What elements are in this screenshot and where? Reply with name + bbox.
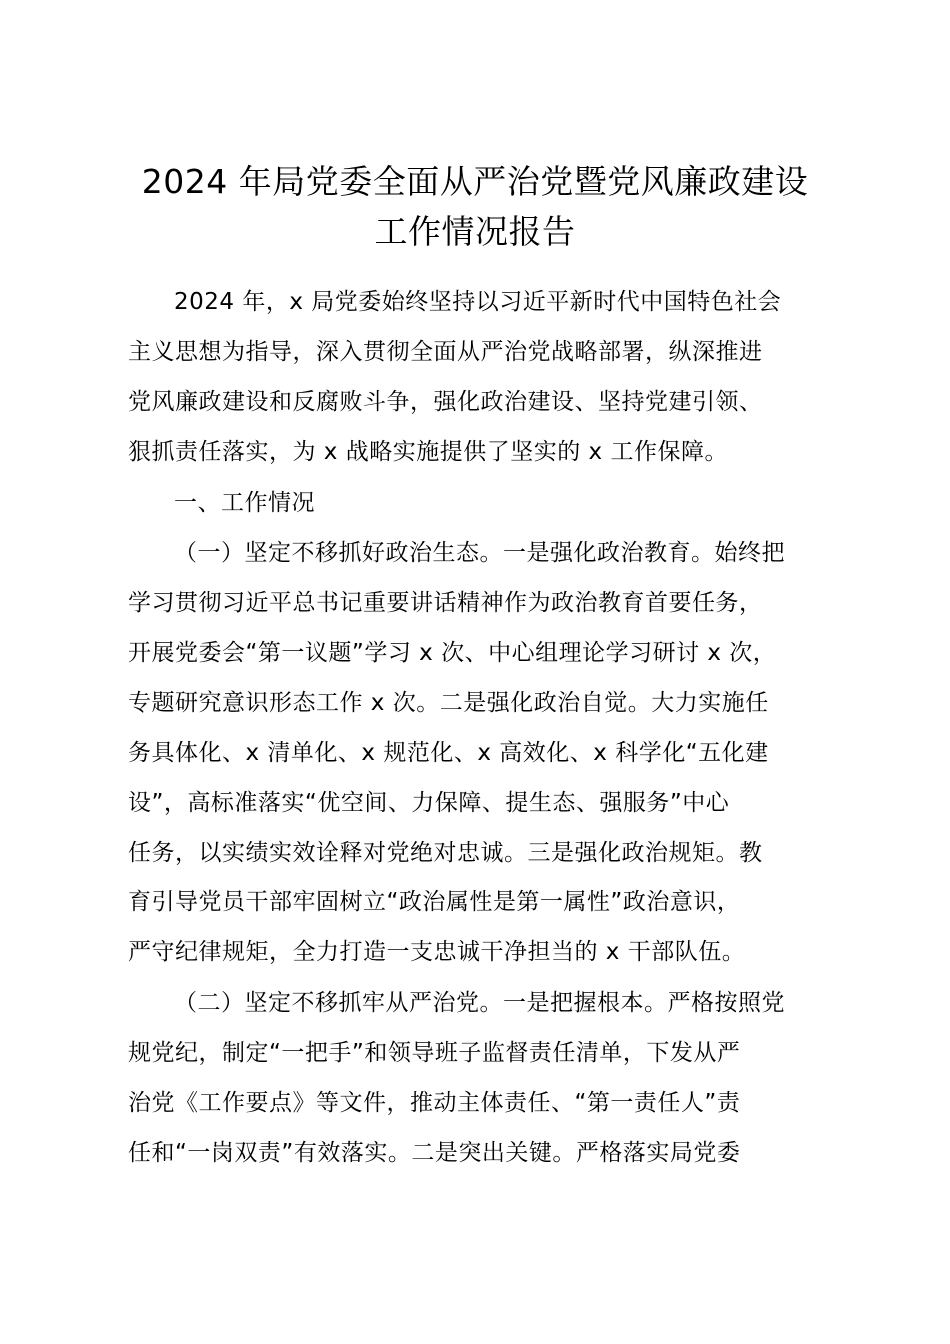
document-title-line-1: 2024 年局党委全面从严治党暨党风廉政建设 [141,162,809,201]
paragraph-line: 治党《工作要点》等文件，推动主体责任、“第一责任人”责 [128,1090,741,1116]
paragraph-line: 设”，高标准落实“优空间、力保障、提生态、强服务”中心 [128,790,730,816]
paragraph-line: 狠抓责任落实，为 x 战略实施提供了坚实的 x 工作保障。 [128,439,728,465]
paragraph-line: 开展党委会“第一议题”学习 x 次、中心组理论学习研讨 x 次， [128,640,777,666]
paragraph-line: 务具体化、x 清单化、x 规范化、x 高效化、x 科学化“五化建 [128,740,769,766]
paragraph-line: 严守纪律规矩，全力打造一支忠诚干净担当的 x 干部队伍。 [128,939,746,965]
paragraph-line: （一）坚定不移抓好政治生态。一是强化政治教育。始终把 [174,540,785,566]
paragraph-line: 主义思想为指导，深入贯彻全面从严治党战略部署，纵深推进 [128,339,763,365]
paragraph-line: 规党纪，制定“一把手”和领导班子监督责任清单，下发从严 [128,1040,741,1066]
paragraph-line: 2024 年，x 局党委始终坚持以习近平新时代中国特色社会 [174,289,782,315]
document-title-line-2: 工作情况报告 [374,212,576,251]
paragraph-line: 党风廉政建设和反腐败斗争，强化政治建设、坚持党建引领、 [128,389,763,415]
paragraph-line: 育引导党员干部牢固树立“政治属性是第一属性”政治意识， [128,889,741,915]
paragraph-line: 任和“一岗双责”有效落实。二是突出关键。严格落实局党委 [128,1140,741,1166]
paragraph-line: 学习贯彻习近平总书记重要讲话精神作为政治教育首要任务， [128,590,763,616]
paragraph-line: （二）坚定不移抓牢从严治党。一是把握根本。严格按照党 [174,990,785,1016]
paragraph-line: 专题研究意识形态工作 x 次。二是强化政治自觉。大力实施任 [128,690,769,716]
section-heading: 一、工作情况 [174,490,315,516]
paragraph-line: 任务，以实绩实效诠释对党绝对忠诚。三是强化政治规矩。教 [128,840,763,866]
